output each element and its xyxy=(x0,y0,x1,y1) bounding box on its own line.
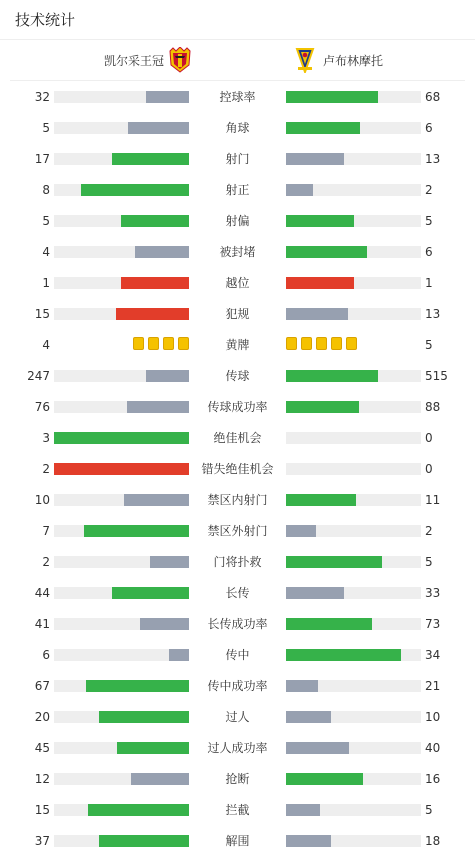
home-stat-value: 15 xyxy=(34,802,50,817)
away-stat-bar xyxy=(286,835,421,847)
home-stat-bar-fill xyxy=(135,246,189,258)
stat-row xyxy=(0,701,475,732)
home-stat-bar-fill xyxy=(121,215,189,227)
stat-label: 拦截 xyxy=(225,803,250,817)
away-stat-bar xyxy=(286,618,421,630)
stat-row xyxy=(0,205,475,236)
stat-row xyxy=(0,267,475,298)
stat-row xyxy=(0,112,475,143)
home-stat-bar xyxy=(54,122,189,134)
stat-label: 黄牌 xyxy=(225,338,250,352)
away-stat-value: 2 xyxy=(425,523,433,538)
home-stat-value: 6 xyxy=(42,647,50,662)
away-stat-value: 2 xyxy=(425,182,433,197)
stat-label: 错失绝佳机会 xyxy=(201,462,274,476)
away-stat-bar xyxy=(286,463,421,475)
away-stat-value: 40 xyxy=(425,740,441,755)
home-stat-bar-fill xyxy=(124,494,189,506)
home-stat-bar-fill xyxy=(146,370,189,382)
stat-row xyxy=(0,236,475,267)
stat-label: 传中 xyxy=(225,648,250,662)
stat-row xyxy=(0,360,475,391)
stat-label: 过人成功率 xyxy=(207,741,268,755)
away-stat-bar-fill xyxy=(286,711,331,723)
stat-label: 绝佳机会 xyxy=(213,431,262,445)
stat-row xyxy=(0,794,475,825)
away-stat-value: 6 xyxy=(425,244,433,259)
away-stat-value: 73 xyxy=(425,616,441,631)
home-stat-value: 37 xyxy=(34,833,50,848)
home-stat-value: 12 xyxy=(34,771,50,786)
stat-row xyxy=(0,608,475,639)
home-stat-bar xyxy=(54,184,189,196)
away-stat-value: 5 xyxy=(425,802,433,817)
stat-row xyxy=(0,329,475,360)
stat-label: 门将扑救 xyxy=(213,555,262,569)
home-stat-bar xyxy=(54,463,189,475)
stat-label: 传球成功率 xyxy=(207,400,268,414)
home-stat-bar xyxy=(54,525,189,537)
away-stat-bar xyxy=(286,122,421,134)
home-stat-bar-fill xyxy=(169,649,189,661)
away-team[interactable] xyxy=(293,40,383,80)
korona-kielce-crest-icon xyxy=(168,47,192,73)
home-stat-bar xyxy=(54,556,189,568)
stat-row xyxy=(0,484,475,515)
stat-label: 过人 xyxy=(225,710,250,724)
home-stat-value: 20 xyxy=(34,709,50,724)
yellow-card-icon xyxy=(163,337,174,350)
away-stat-bar xyxy=(286,742,421,754)
stat-row xyxy=(0,732,475,763)
home-stat-value: 2 xyxy=(42,554,50,569)
away-stat-bar-fill xyxy=(286,680,318,692)
home-stat-bar xyxy=(54,742,189,754)
away-stat-bar xyxy=(286,401,421,413)
stat-label: 控球率 xyxy=(219,90,256,104)
away-stat-value: 6 xyxy=(425,120,433,135)
home-stat-value: 2 xyxy=(42,461,50,476)
away-stat-bar xyxy=(286,370,421,382)
stat-row xyxy=(0,391,475,422)
away-stat-bar-fill xyxy=(286,91,378,103)
home-stat-value: 247 xyxy=(27,368,50,383)
stat-label: 角球 xyxy=(225,121,250,135)
away-stat-value: 88 xyxy=(425,399,441,414)
stat-row xyxy=(0,174,475,205)
teams-header xyxy=(10,40,465,81)
stat-row xyxy=(0,825,475,856)
home-stat-bar-fill xyxy=(146,91,189,103)
home-stat-value: 32 xyxy=(34,89,50,104)
away-stat-value: 16 xyxy=(425,771,441,786)
stat-label: 禁区内射门 xyxy=(207,493,268,507)
away-stat-value: 5 xyxy=(425,554,433,569)
away-stat-bar-fill xyxy=(286,649,401,661)
stats-list xyxy=(0,81,475,856)
home-stat-value: 76 xyxy=(34,399,50,414)
away-yellow-cards xyxy=(286,337,359,352)
away-stat-value: 0 xyxy=(425,430,433,445)
away-stat-value: 11 xyxy=(425,492,441,507)
home-stat-value: 4 xyxy=(42,244,50,259)
home-stat-bar xyxy=(54,649,189,661)
away-stat-value: 13 xyxy=(425,306,441,321)
stat-row xyxy=(0,670,475,701)
yellow-card-icon xyxy=(148,337,159,350)
stat-label: 解围 xyxy=(225,834,250,848)
away-stat-value: 34 xyxy=(425,647,441,662)
home-stat-bar-fill xyxy=(140,618,189,630)
stats-header xyxy=(0,0,475,40)
home-stat-bar-fill xyxy=(112,587,189,599)
home-stat-bar xyxy=(54,432,189,444)
home-stat-bar xyxy=(54,680,189,692)
stat-label: 射门 xyxy=(225,152,250,166)
away-stat-bar xyxy=(286,556,421,568)
home-stat-bar-fill xyxy=(117,742,189,754)
home-stat-bar xyxy=(54,494,189,506)
home-stat-value: 3 xyxy=(42,430,50,445)
away-stat-bar xyxy=(286,215,421,227)
away-stat-bar-fill xyxy=(286,556,382,568)
yellow-card-icon xyxy=(178,337,189,350)
away-stat-value: 5 xyxy=(425,337,433,352)
stat-row xyxy=(0,422,475,453)
home-stat-bar-fill xyxy=(127,401,189,413)
page-title: 技术统计 xyxy=(15,11,76,29)
home-yellow-cards xyxy=(131,337,189,352)
stat-row xyxy=(0,81,475,112)
home-stat-bar-fill xyxy=(121,277,189,289)
home-stat-bar xyxy=(54,618,189,630)
away-stat-value: 1 xyxy=(425,275,433,290)
away-stat-value: 5 xyxy=(425,213,433,228)
away-stat-bar-fill xyxy=(286,370,378,382)
home-stat-bar xyxy=(54,587,189,599)
home-stat-value: 15 xyxy=(34,306,50,321)
away-stat-bar xyxy=(286,153,421,165)
home-stat-bar-fill xyxy=(131,773,189,785)
home-stat-bar-fill xyxy=(86,680,189,692)
stat-label: 被封堵 xyxy=(219,245,256,259)
stat-label: 射正 xyxy=(225,183,250,197)
away-stat-bar xyxy=(286,773,421,785)
away-stat-bar xyxy=(286,649,421,661)
away-stat-value: 0 xyxy=(425,461,433,476)
home-stat-value: 17 xyxy=(34,151,50,166)
stat-label: 禁区外射门 xyxy=(207,524,268,538)
home-stat-bar xyxy=(54,773,189,785)
home-stat-bar xyxy=(54,91,189,103)
home-stat-bar xyxy=(54,804,189,816)
away-team-name: 卢布林摩托 xyxy=(323,53,384,68)
away-stat-bar xyxy=(286,246,421,258)
away-stat-value: 13 xyxy=(425,151,441,166)
stat-label: 犯规 xyxy=(225,307,250,321)
home-stat-bar xyxy=(54,835,189,847)
away-stat-bar-fill xyxy=(286,525,316,537)
away-stat-bar-fill xyxy=(286,401,359,413)
home-team-name: 凯尔采王冠 xyxy=(103,53,164,68)
home-stat-value: 41 xyxy=(34,616,50,631)
stat-label: 射偏 xyxy=(225,214,250,228)
home-stat-bar-fill xyxy=(88,804,189,816)
home-stat-bar-fill xyxy=(54,432,189,444)
away-stat-bar xyxy=(286,680,421,692)
home-stat-bar-fill xyxy=(99,711,189,723)
home-stat-bar-fill xyxy=(112,153,189,165)
away-stat-bar-fill xyxy=(286,618,372,630)
stat-label: 传中成功率 xyxy=(207,679,268,693)
stat-row xyxy=(0,763,475,794)
home-stat-bar xyxy=(54,153,189,165)
away-stat-bar-fill xyxy=(286,773,363,785)
home-stat-bar xyxy=(54,308,189,320)
away-stat-bar-fill xyxy=(286,122,360,134)
home-stat-bar-fill xyxy=(150,556,189,568)
away-stat-value: 21 xyxy=(425,678,441,693)
away-stat-bar-fill xyxy=(286,835,331,847)
home-stat-bar-fill xyxy=(116,308,189,320)
home-stat-bar-fill xyxy=(54,463,189,475)
stat-label: 抢断 xyxy=(225,772,250,786)
yellow-card-icon xyxy=(331,337,342,350)
away-stat-value: 515 xyxy=(425,368,448,383)
away-stat-bar-fill xyxy=(286,184,313,196)
home-stat-bar-fill xyxy=(84,525,189,537)
away-stat-bar xyxy=(286,184,421,196)
away-stat-bar xyxy=(286,308,421,320)
away-stat-bar xyxy=(286,804,421,816)
home-stat-value: 10 xyxy=(34,492,50,507)
stat-row xyxy=(0,577,475,608)
away-stat-bar xyxy=(286,91,421,103)
home-stat-value: 5 xyxy=(42,213,50,228)
away-stat-value: 33 xyxy=(425,585,441,600)
yellow-card-icon xyxy=(316,337,327,350)
home-stat-value: 44 xyxy=(34,585,50,600)
home-team[interactable] xyxy=(104,40,192,80)
stat-label: 长传成功率 xyxy=(207,617,268,631)
away-stat-bar-fill xyxy=(286,277,354,289)
home-stat-bar xyxy=(54,711,189,723)
stat-row xyxy=(0,515,475,546)
away-stat-value: 10 xyxy=(425,709,441,724)
stat-label: 长传 xyxy=(225,586,250,600)
home-stat-bar-fill xyxy=(99,835,189,847)
home-stat-value: 4 xyxy=(42,337,50,352)
home-stat-bar xyxy=(54,401,189,413)
home-stat-bar-fill xyxy=(81,184,189,196)
away-stat-bar-fill xyxy=(286,308,348,320)
away-stat-value: 18 xyxy=(425,833,441,848)
home-stat-value: 45 xyxy=(34,740,50,755)
home-stat-bar-fill xyxy=(128,122,189,134)
home-stat-bar xyxy=(54,246,189,258)
away-stat-value: 68 xyxy=(425,89,441,104)
yellow-card-icon xyxy=(301,337,312,350)
away-stat-bar xyxy=(286,432,421,444)
yellow-card-icon xyxy=(133,337,144,350)
away-stat-bar xyxy=(286,711,421,723)
motor-lublin-crest-icon xyxy=(293,47,317,73)
away-stat-bar-fill xyxy=(286,153,344,165)
home-stat-bar xyxy=(54,370,189,382)
yellow-card-icon xyxy=(346,337,357,350)
away-stat-bar-fill xyxy=(286,494,356,506)
away-stat-bar-fill xyxy=(286,587,344,599)
stat-row xyxy=(0,546,475,577)
away-stat-bar xyxy=(286,525,421,537)
home-stat-bar xyxy=(54,277,189,289)
home-stat-value: 7 xyxy=(42,523,50,538)
home-stat-bar xyxy=(54,215,189,227)
stat-row xyxy=(0,298,475,329)
home-stat-value: 67 xyxy=(34,678,50,693)
away-stat-bar-fill xyxy=(286,215,354,227)
stat-label: 越位 xyxy=(225,276,250,290)
away-stat-bar xyxy=(286,277,421,289)
stat-row xyxy=(0,143,475,174)
stat-label: 传球 xyxy=(225,369,250,383)
home-stat-value: 8 xyxy=(42,182,50,197)
away-stat-bar-fill xyxy=(286,246,367,258)
away-stat-bar-fill xyxy=(286,742,349,754)
away-stat-bar xyxy=(286,587,421,599)
away-stat-bar xyxy=(286,494,421,506)
yellow-card-icon xyxy=(286,337,297,350)
home-stat-value: 5 xyxy=(42,120,50,135)
stat-row xyxy=(0,639,475,670)
stat-row xyxy=(0,453,475,484)
away-stat-bar-fill xyxy=(286,804,320,816)
home-stat-value: 1 xyxy=(42,275,50,290)
